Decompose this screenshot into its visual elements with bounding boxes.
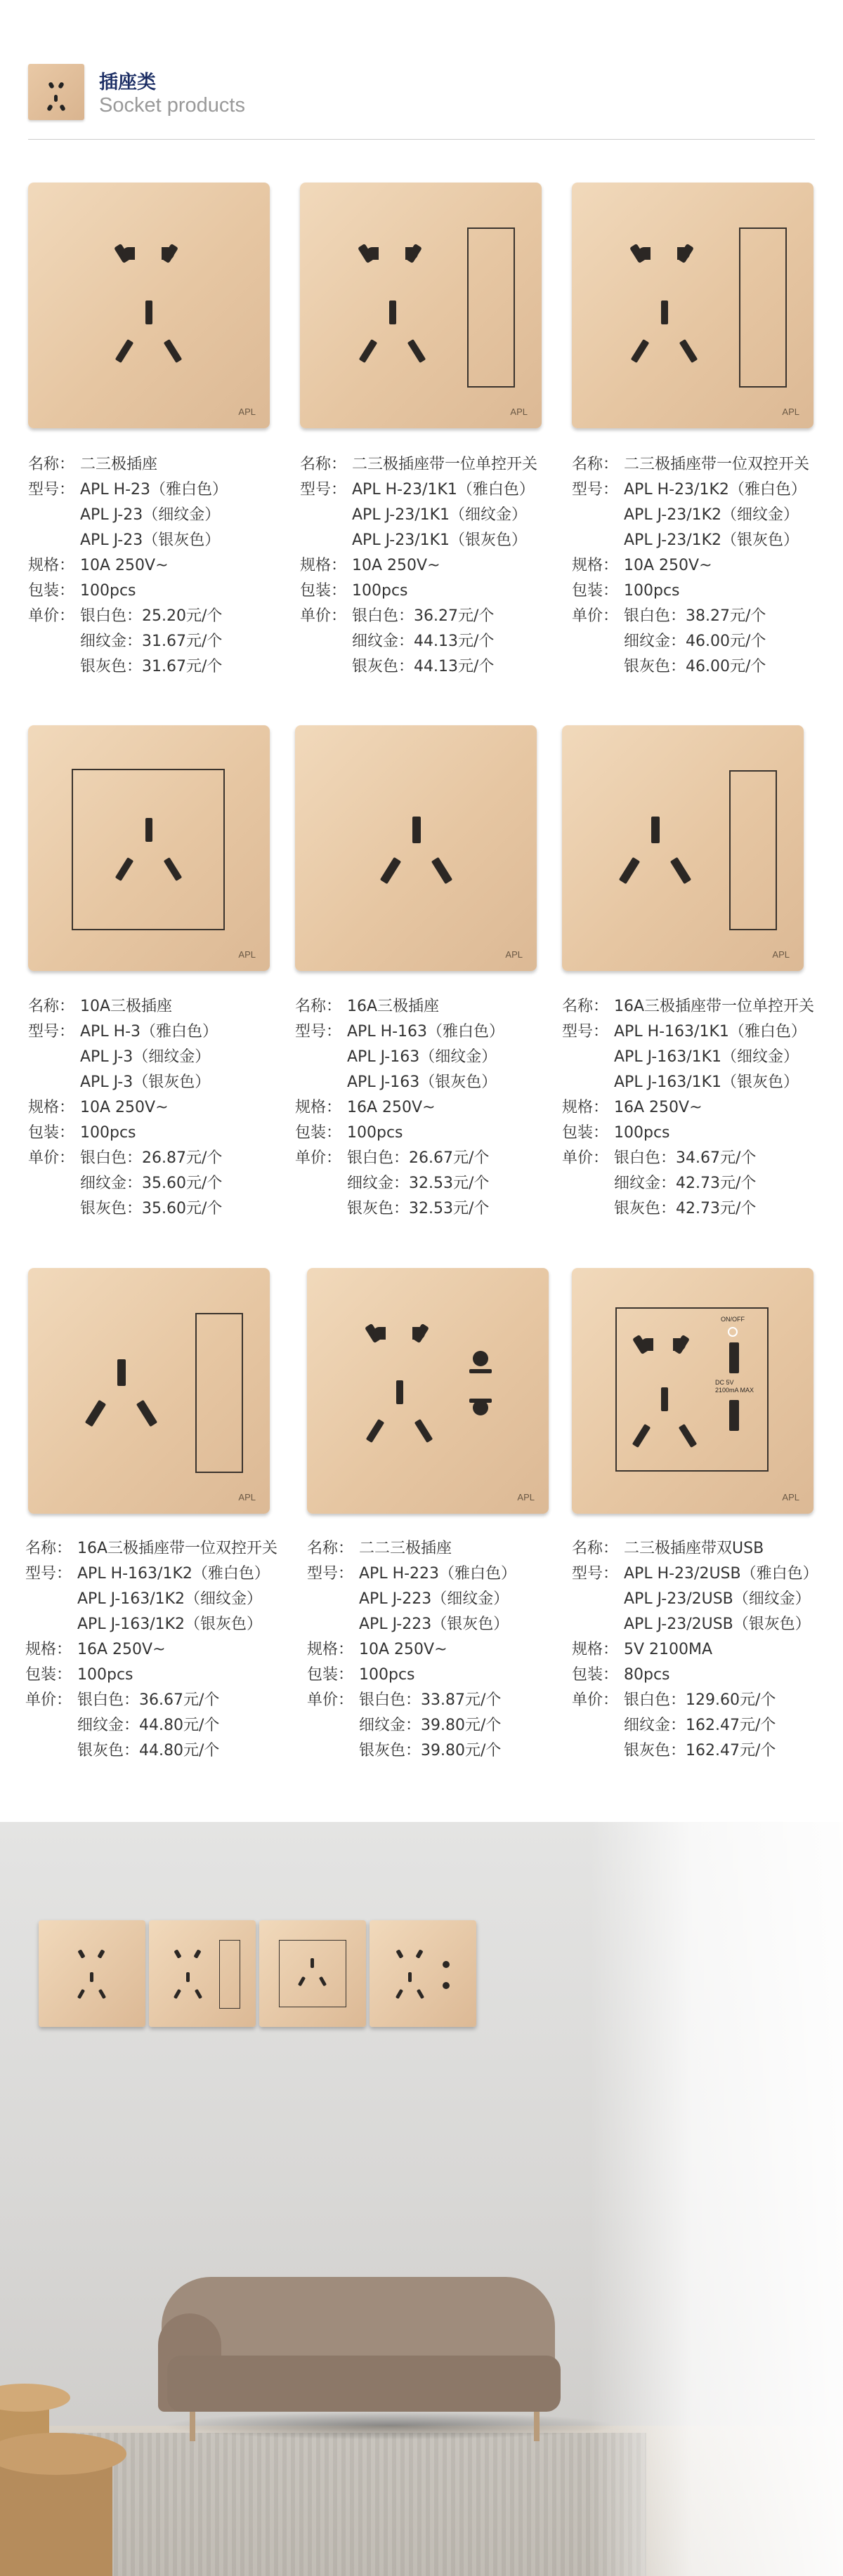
product-spec: 16A 250V~ bbox=[614, 1099, 702, 1116]
brand-mark: APL bbox=[782, 1492, 799, 1502]
usb-switch-label: ON/OFF bbox=[721, 1316, 745, 1323]
product-model: APL J-163/1K2（细纹金） bbox=[77, 1590, 263, 1608]
product-price: 细纹金：35.60元/个 bbox=[80, 1175, 223, 1192]
product-name: 二三极插座带双USB bbox=[624, 1540, 764, 1557]
product-image-5 bbox=[295, 725, 537, 971]
product-name: 二三极插座带一位双控开关 bbox=[624, 456, 810, 473]
product-model: APL J-3（细纹金） bbox=[80, 1048, 211, 1066]
product-pack: 100pcs bbox=[80, 582, 136, 600]
product-price: 银白色：36.67元/个 bbox=[77, 1691, 220, 1709]
product-name: 二三极插座 bbox=[80, 456, 158, 473]
product-spec: 10A 250V~ bbox=[352, 557, 440, 574]
product-name: 二二三极插座 bbox=[359, 1540, 452, 1557]
product-spec: 10A 250V~ bbox=[359, 1641, 447, 1658]
product-price: 银白色：34.67元/个 bbox=[614, 1149, 757, 1167]
product-name: 10A三极插座 bbox=[80, 998, 173, 1015]
product-price: 银灰色：35.60元/个 bbox=[80, 1200, 223, 1217]
product-model: APL H-23/2USB（雅白色） bbox=[624, 1565, 818, 1583]
product-model: APL J-23/2USB（银灰色） bbox=[624, 1616, 811, 1633]
product-model: APL J-163/1K1（细纹金） bbox=[614, 1048, 799, 1066]
product-model: APL H-23（雅白色） bbox=[80, 481, 228, 498]
socket-logo-icon bbox=[28, 64, 84, 120]
product-image-4 bbox=[28, 725, 270, 971]
product-image-2 bbox=[300, 183, 542, 428]
product-price: 银白色：36.27元/个 bbox=[352, 607, 495, 625]
brand-mark: APL bbox=[505, 949, 523, 960]
product-price: 细纹金：31.67元/个 bbox=[80, 633, 223, 650]
product-spec: 16A 250V~ bbox=[347, 1099, 436, 1116]
product-image-8 bbox=[307, 1268, 549, 1514]
product-model: APL J-23/1K2（银灰色） bbox=[624, 531, 799, 549]
brand-mark: APL bbox=[510, 407, 528, 417]
wall-socket-2 bbox=[149, 1920, 256, 2027]
usb-port-icon bbox=[729, 1342, 739, 1373]
product-price: 银灰色：42.73元/个 bbox=[614, 1200, 757, 1217]
product-image-1 bbox=[28, 183, 270, 428]
product-spec: 10A 250V~ bbox=[624, 557, 712, 574]
product-pack: 100pcs bbox=[624, 582, 680, 600]
product-price: 细纹金：44.13元/个 bbox=[352, 633, 495, 650]
product-model: APL J-23（细纹金） bbox=[80, 506, 221, 524]
brand-mark: APL bbox=[238, 1492, 256, 1502]
product-info-2: 名称： 二三极插座带一位单控开关 型号： APL H-23/1K1（雅白色） APL J-23/1K1（细纹金） APL J-23/1K1（银灰色） 规格： 10A 250V~ 包装： 100pcs 单价： 银白色：36.27元/个 细纹金：44.13元/个 银灰色：44.13元/个 bbox=[300, 452, 537, 680]
brand-mark: APL bbox=[238, 949, 256, 960]
product-image-7 bbox=[28, 1268, 270, 1514]
product-name: 二三极插座带一位单控开关 bbox=[352, 456, 538, 473]
product-info-5: 名称： 16A三极插座 型号： APL H-163（雅白色） APL J-163（细纹金） APL J-163（银灰色） 规格： 16A 250V~ 包装： 100pcs 单价： 银白色：26.67元/个 细纹金：32.53元/个 银灰色：32.53元/个 bbox=[295, 994, 504, 1222]
product-price: 银灰色：31.67元/个 bbox=[80, 658, 223, 675]
product-price: 银灰色：39.80元/个 bbox=[359, 1742, 502, 1759]
product-spec: 10A 250V~ bbox=[80, 557, 169, 574]
product-spec: 16A 250V~ bbox=[77, 1641, 166, 1658]
product-price: 银灰色：32.53元/个 bbox=[347, 1200, 490, 1217]
product-pack: 100pcs bbox=[359, 1666, 415, 1684]
product-pack: 100pcs bbox=[77, 1666, 133, 1684]
wall-socket-3 bbox=[259, 1920, 366, 2027]
product-info-4: 名称： 10A三极插座 型号： APL H-3（雅白色） APL J-3（细纹金） APL J-3（银灰色） 规格： 10A 250V~ 包装： 100pcs 单价： 银白色：26.87元/个 细纹金：35.60元/个 银灰色：35.60元/个 bbox=[28, 994, 222, 1222]
wall-socket-1 bbox=[39, 1920, 145, 2027]
product-price: 细纹金：32.53元/个 bbox=[347, 1175, 490, 1192]
product-model: APL H-23/1K1（雅白色） bbox=[352, 481, 535, 498]
product-model: APL J-163/1K2（银灰色） bbox=[77, 1616, 263, 1633]
product-model: APL J-3（银灰色） bbox=[80, 1074, 211, 1091]
usb-port-icon bbox=[729, 1400, 739, 1431]
product-image-9 bbox=[572, 1268, 813, 1514]
section-title: 插座类 bbox=[99, 72, 156, 93]
product-info-8: 名称： 二二三极插座 型号： APL H-223（雅白色） APL J-223（细纹金） APL J-223（银灰色） 规格： 10A 250V~ 包装： 100pcs 单价： 银白色：33.87元/个 细纹金：39.80元/个 银灰色：39.80元/个 bbox=[307, 1536, 516, 1764]
product-price: 银灰色：46.00元/个 bbox=[624, 658, 766, 675]
brand-mark: APL bbox=[238, 407, 256, 417]
usb-rating-label: DC 5V 2100mA MAX bbox=[715, 1379, 754, 1394]
product-model: APL J-23/1K1（细纹金） bbox=[352, 506, 528, 524]
product-model: APL J-23/1K2（细纹金） bbox=[624, 506, 799, 524]
living-room-scene bbox=[0, 1822, 843, 2576]
product-pack: 80pcs bbox=[624, 1666, 670, 1684]
product-name: 16A三极插座带一位双控开关 bbox=[77, 1540, 278, 1557]
product-model: APL J-23（银灰色） bbox=[80, 531, 221, 549]
product-spec: 10A 250V~ bbox=[80, 1099, 169, 1116]
product-price: 银白色：38.27元/个 bbox=[624, 607, 766, 625]
product-model: APL H-23/1K2（雅白色） bbox=[624, 481, 806, 498]
product-price: 银白色：26.67元/个 bbox=[347, 1149, 490, 1167]
product-price: 细纹金：42.73元/个 bbox=[614, 1175, 757, 1192]
sheer-curtain bbox=[590, 1822, 843, 2576]
product-spec: 5V 2100MA bbox=[624, 1641, 713, 1658]
product-model: APL J-23/2USB（细纹金） bbox=[624, 1590, 811, 1608]
product-price: 银白色：129.60元/个 bbox=[624, 1691, 776, 1709]
product-price: 细纹金：44.80元/个 bbox=[77, 1717, 220, 1734]
product-price: 银灰色：44.13元/个 bbox=[352, 658, 495, 675]
product-model: APL J-23/1K1（银灰色） bbox=[352, 531, 528, 549]
product-model: APL J-163（银灰色） bbox=[347, 1074, 497, 1091]
product-pack: 100pcs bbox=[80, 1124, 136, 1142]
product-image-3 bbox=[572, 183, 813, 428]
product-price: 银白色：25.20元/个 bbox=[80, 607, 223, 625]
product-model: APL H-163/1K1（雅白色） bbox=[614, 1023, 806, 1041]
product-model: APL H-163（雅白色） bbox=[347, 1023, 505, 1041]
product-price: 细纹金：39.80元/个 bbox=[359, 1717, 502, 1734]
header-divider bbox=[28, 139, 815, 140]
section-header bbox=[28, 60, 815, 144]
product-model: APL H-163/1K2（雅白色） bbox=[77, 1565, 270, 1583]
product-model: APL J-163/1K1（银灰色） bbox=[614, 1074, 799, 1091]
section-subtitle: Socket products bbox=[99, 94, 245, 117]
product-name: 16A三极插座 bbox=[347, 998, 440, 1015]
product-model: APL J-223（银灰色） bbox=[359, 1616, 509, 1633]
product-pack: 100pcs bbox=[352, 582, 408, 600]
product-price: 银白色：26.87元/个 bbox=[80, 1149, 223, 1167]
product-image-6 bbox=[562, 725, 804, 971]
product-pack: 100pcs bbox=[614, 1124, 670, 1142]
product-info-9: 名称： 二三极插座带双USB 型号： APL H-23/2USB（雅白色） APL J-23/2USB（细纹金） APL J-23/2USB（银灰色） 规格： 5V 2100MA 包装： 80pcs 单价： 银白色：129.60元/个 细纹金：162.47元/个 银灰色：162.47元/个 bbox=[572, 1536, 818, 1764]
brand-mark: APL bbox=[782, 407, 799, 417]
rug bbox=[42, 2433, 646, 2576]
product-price: 银白色：33.87元/个 bbox=[359, 1691, 502, 1709]
switch-indicator-icon bbox=[728, 1327, 738, 1337]
brand-mark: APL bbox=[517, 1492, 535, 1502]
product-model: APL J-223（细纹金） bbox=[359, 1590, 509, 1608]
wall-socket-4 bbox=[370, 1920, 476, 2027]
product-price: 细纹金：46.00元/个 bbox=[624, 633, 766, 650]
product-price: 银灰色：44.80元/个 bbox=[77, 1742, 220, 1759]
product-model: APL H-223（雅白色） bbox=[359, 1565, 517, 1583]
product-price: 银灰色：162.47元/个 bbox=[624, 1742, 776, 1759]
product-model: APL H-3（雅白色） bbox=[80, 1023, 218, 1041]
product-pack: 100pcs bbox=[347, 1124, 403, 1142]
product-info-1: 名称： 二三极插座 型号： APL H-23（雅白色） APL J-23（细纹金） APL J-23（银灰色） 规格： 10A 250V~ 包装： 100pcs 单价： 银白色：25.20元/个 细纹金：31.67元/个 银灰色：31.67元/个 bbox=[28, 452, 228, 680]
brand-mark: APL bbox=[772, 949, 790, 960]
product-info-6: 名称： 16A三极插座带一位单控开关 型号： APL H-163/1K1（雅白色） APL J-163/1K1（细纹金） APL J-163/1K1（银灰色） 规格： 16A 250V~ 包装： 100pcs 单价： 银白色：34.67元/个 细纹金：42.73元/个 银灰色：42.73元/个 bbox=[562, 994, 814, 1222]
product-model: APL J-163（细纹金） bbox=[347, 1048, 497, 1066]
product-price: 细纹金：162.47元/个 bbox=[624, 1717, 776, 1734]
product-info-3: 名称： 二三极插座带一位双控开关 型号： APL H-23/1K2（雅白色） APL J-23/1K2（细纹金） APL J-23/1K2（银灰色） 规格： 10A 250V~ 包装： 100pcs 单价： 银白色：38.27元/个 细纹金：46.00元/个 银灰色：46.00元/个 bbox=[572, 452, 809, 680]
product-name: 16A三极插座带一位单控开关 bbox=[614, 998, 815, 1015]
product-info-7: 名称： 16A三极插座带一位双控开关 型号： APL H-163/1K2（雅白色） APL J-163/1K2（细纹金） APL J-163/1K2（银灰色） 规格： 16A 250V~ 包装： 100pcs 单价： 银白色：36.67元/个 细纹金：44.80元/个 银灰色：44.80元/个 bbox=[25, 1536, 277, 1764]
